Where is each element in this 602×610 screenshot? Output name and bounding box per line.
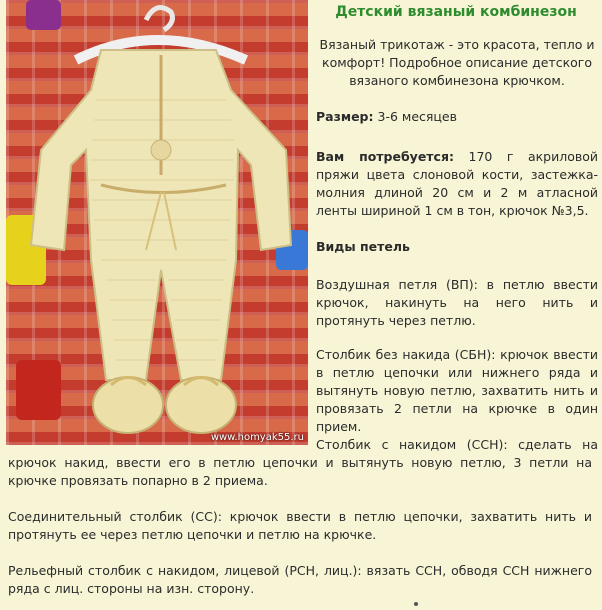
paragraph-vp: Воздушная петля (ВП): в петлю ввести крючок, накинуть на него нить и протянуть через петлю. xyxy=(316,277,598,328)
size-label: Размер: xyxy=(316,109,374,124)
product-photo xyxy=(6,0,308,445)
loops-heading: Виды петель xyxy=(316,239,410,254)
paragraph-rsn: Рельефный столбик с накидом, лицевой (РСН, лиц.): вязать ССН, обводя ССН нижнего ряда с лиц. стороны на изн. сторону. xyxy=(8,563,592,596)
knitted-jumpsuit-illustration xyxy=(6,0,308,445)
paragraph-ss: Соединительный столбик (СС): крючок ввести в петлю цепочки, захватить нить и протянуть ее через петлю цепочки и петлю на крючке. xyxy=(8,509,592,542)
paragraph-sbn: Столбик без накида (СБН): крючок ввести в петлю цепочки или нижнего ряда и вытянуть новую петлю, захватить нить и провязать 2 петли на крючке в один прием. xyxy=(316,347,598,434)
paragraph-ssn-start: Столбик с накидом (ССН): сделать на xyxy=(316,437,598,452)
materials-paragraph xyxy=(316,148,598,220)
materials-value: 170 г акриловой пряжи цвета слоновой кости, застежка-молния длиной 20 см и 2 м атласной ленты шириной 1 см в тон, крючок №3,5. xyxy=(316,149,598,218)
section-heading xyxy=(316,238,598,256)
size-paragraph xyxy=(316,108,598,126)
size-value: 3-6 месяцев xyxy=(377,109,457,124)
paragraph-ssn-continued: крючок накид, ввести его в петлю цепочки и вытянуть новую петлю, 3 петли на крючке провязать попарно в 2 приема. xyxy=(8,455,592,488)
article-intro: Вязаный трикотаж - это красота, тепло и комфорт! Подробное описание детского вязаного комбинезона крючком. xyxy=(319,37,595,88)
article-title: Детский вязаный комбинезон xyxy=(335,4,577,20)
decorative-dot xyxy=(414,602,418,606)
materials-label: Вам потребуется: xyxy=(316,149,454,164)
watermark: www.homyak55.ru xyxy=(210,432,304,443)
